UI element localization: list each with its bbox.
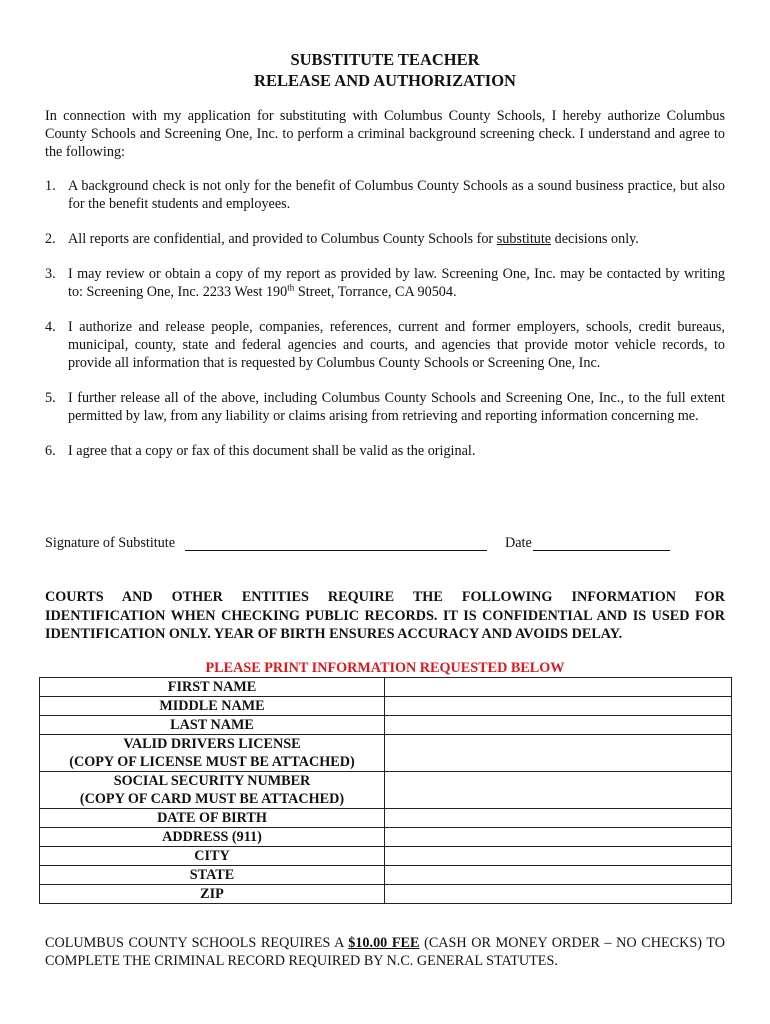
table-row [40, 866, 732, 885]
middle-name-field[interactable] [385, 697, 732, 716]
form-title: SUBSTITUTE TEACHER [290, 50, 480, 69]
state-field[interactable] [385, 866, 732, 885]
table-row [40, 885, 732, 904]
list-item: 6. I agree that a copy or fax of this document shall be valid as the original. [45, 443, 476, 459]
state-label: STATE [40, 866, 385, 885]
underlined-word: substitute [496, 231, 552, 247]
table-row [40, 809, 732, 828]
fee-amount: $10.00 FEE [348, 935, 420, 951]
table-row [40, 697, 732, 716]
print-heading: PLEASE PRINT INFORMATION REQUESTED BELOW [205, 660, 565, 676]
table-row [40, 735, 732, 772]
date-label: Date [505, 535, 532, 551]
city-label: CITY [40, 847, 385, 866]
agreement-list [45, 177, 725, 460]
intro-paragraph: In connection with my application for substituting with Columbus County Schools, I hereby authorize Columbus County Schools and Screening One, Inc. to perform a criminal background screening check. I understand and agree to the following: [45, 108, 725, 160]
ssn-label: SOCIAL SECURITY NUMBER (COPY OF CARD MUST BE ATTACHED) [40, 772, 385, 809]
list-item: 2. All reports are confidential, and provided to Columbus County Schools for substitute decisions only. [45, 231, 639, 247]
table-row [40, 828, 732, 847]
last-name-label: LAST NAME [40, 716, 385, 735]
list-item: 4. I authorize and release people, companies, references, current and former employers, schools, credit bureaus, municipal, county, state and federal agencies and courts, and agencies that provide motor vehicle records, to provide all information that is requested by Columbus County Schools or Screening One, Inc. [45, 319, 725, 371]
courts-notice: COURTS AND OTHER ENTITIES REQUIRE THE FOLLOWING INFORMATION FOR IDENTIFICATION WHEN CHECKING PUBLIC RECORDS. IT IS CONFIDENTIAL AND IS USED FOR IDENTIFICATION ONLY. YEAR OF BIRTH ENSURES ACCURACY AND AVOIDS DELAY. [45, 589, 725, 642]
signature-line[interactable] [185, 550, 487, 551]
table-row [40, 847, 732, 866]
table-row [40, 772, 732, 809]
address-label: ADDRESS (911) [40, 828, 385, 847]
address-field[interactable] [385, 828, 732, 847]
first-name-field[interactable] [385, 678, 732, 697]
ssn-field[interactable] [385, 772, 732, 809]
last-name-field[interactable] [385, 716, 732, 735]
list-item: 1. A background check is not only for the benefit of Columbus County Schools as a sound business practice, but also for the benefit students and employees. [45, 178, 725, 212]
dob-label: DATE OF BIRTH [40, 809, 385, 828]
list-item: 5. I further release all of the above, including Columbus County Schools and Screening One, Inc., to the full extent permitted by law, from any liability or claims arising from retrieving and reporting information concerning me. [45, 390, 725, 424]
city-field[interactable] [385, 847, 732, 866]
table-row [40, 716, 732, 735]
form-subtitle: RELEASE AND AUTHORIZATION [254, 71, 516, 90]
zip-field[interactable] [385, 885, 732, 904]
fee-notice: COLUMBUS COUNTY SCHOOLS REQUIRES A $10.00 FEE (CASH OR MONEY ORDER – NO CHECKS) TO COMPLETE THE CRIMINAL RECORD REQUIRED BY N.C. GENERAL STATUTES. [45, 935, 725, 969]
signature-label: Signature of Substitute [45, 535, 176, 551]
middle-name-label: MIDDLE NAME [40, 697, 385, 716]
drivers-license-field[interactable] [385, 735, 732, 772]
zip-label: ZIP [40, 885, 385, 904]
list-item: 3. I may review or obtain a copy of my report as provided by law. Screening One, Inc. may be contacted by writing to: Screening One, Inc. 2233 West 190th Street, Torrance, CA 90504. [45, 266, 725, 300]
personal-info-table [39, 677, 732, 904]
first-name-label: FIRST NAME [40, 678, 385, 697]
drivers-license-label: VALID DRIVERS LICENSE (COPY OF LICENSE MUST BE ATTACHED) [40, 735, 385, 772]
table-row [40, 678, 732, 697]
date-line[interactable] [533, 550, 670, 551]
signature-row [45, 535, 725, 555]
dob-field[interactable] [385, 809, 732, 828]
